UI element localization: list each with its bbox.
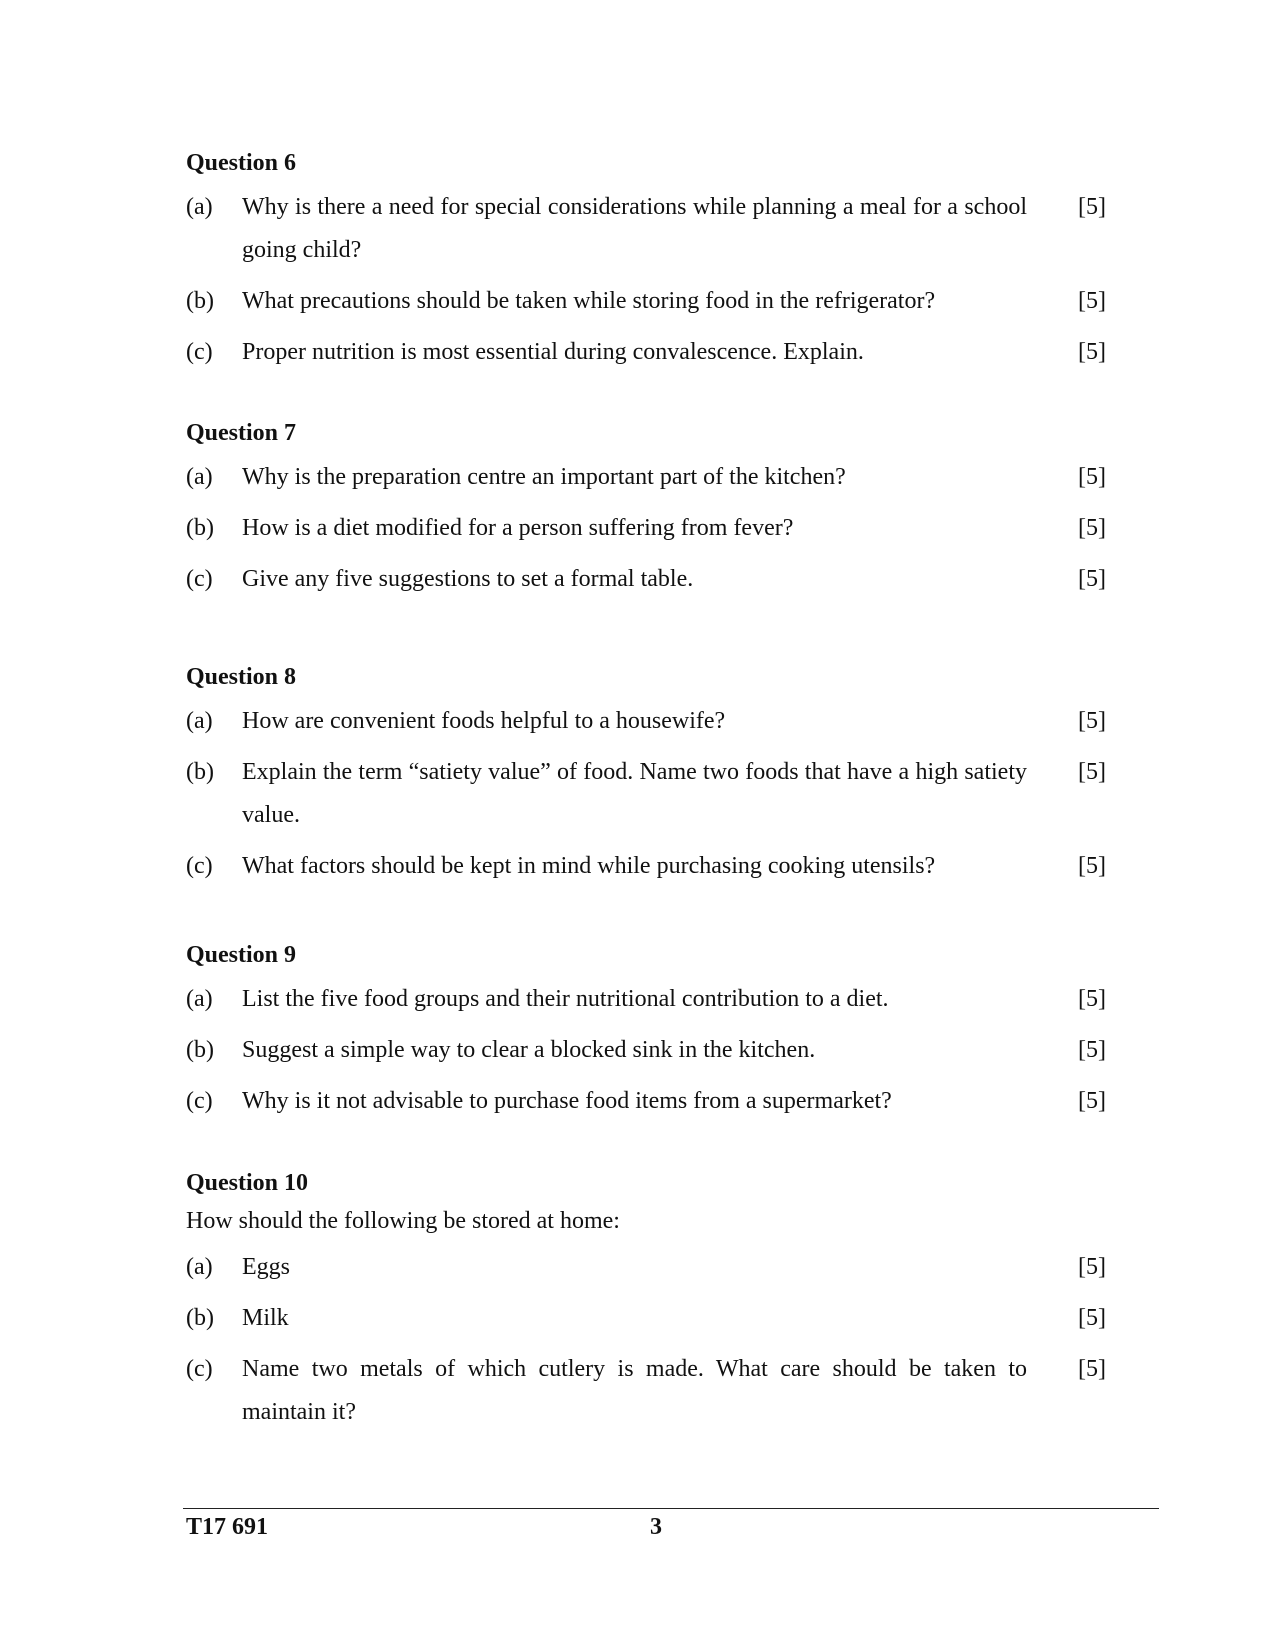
part-text: Proper nutrition is most essential during convalescence. Explain.	[242, 339, 864, 365]
part-label: (a)	[186, 194, 213, 220]
question-title: Question 10	[186, 1170, 309, 1196]
question-part	[186, 978, 1106, 1021]
question-title: Question 6	[186, 150, 297, 176]
question-part	[186, 1246, 1106, 1289]
part-text: Why is it not advisable to purchase food items from a supermarket?	[242, 1088, 892, 1114]
part-label: (a)	[186, 986, 213, 1012]
question-part	[186, 507, 1106, 550]
part-label: (c)	[186, 339, 213, 365]
part-label: (c)	[186, 566, 213, 592]
question-intro: How should the following be stored at home:	[186, 1208, 620, 1234]
part-text: List the five food groups and their nutritional contribution to a diet.	[242, 986, 889, 1012]
question-6	[186, 148, 1106, 382]
part-marks: [5]	[1078, 464, 1106, 490]
question-part	[186, 456, 1106, 499]
part-text: Why is the preparation centre an important part of the kitchen?	[242, 464, 846, 490]
part-marks: [5]	[1078, 1088, 1106, 1114]
question-part	[186, 1297, 1106, 1340]
part-text: How are convenient foods helpful to a housewife?	[242, 708, 726, 734]
part-marks: [5]	[1078, 1254, 1106, 1280]
part-marks: [5]	[1078, 986, 1106, 1012]
part-label: (b)	[186, 759, 214, 785]
question-part	[186, 845, 1106, 888]
part-marks: [5]	[1078, 1305, 1106, 1331]
part-marks: [5]	[1078, 566, 1106, 592]
page-number: 3	[650, 1514, 662, 1540]
part-marks: [5]	[1078, 1356, 1106, 1382]
part-marks: [5]	[1078, 288, 1106, 314]
question-8	[186, 662, 1106, 896]
question-part	[186, 280, 1106, 323]
question-part	[186, 186, 1106, 272]
part-label: (a)	[186, 708, 213, 734]
part-label: (a)	[186, 1254, 213, 1280]
question-part	[186, 1348, 1106, 1434]
question-9	[186, 940, 1106, 1131]
part-label: (c)	[186, 1356, 213, 1382]
part-text: Eggs	[242, 1254, 290, 1280]
question-part	[186, 1029, 1106, 1072]
question-title: Question 7	[186, 420, 297, 446]
part-text: Give any five suggestions to set a formal table.	[242, 566, 694, 592]
part-label: (b)	[186, 288, 214, 314]
question-10	[186, 1168, 1106, 1442]
question-title: Question 9	[186, 942, 297, 968]
question-part	[186, 700, 1106, 743]
part-label: (b)	[186, 515, 214, 541]
part-text: Explain the term “satiety value” of food. Name two foods that have a high satiety value.	[242, 759, 1027, 828]
part-marks: [5]	[1078, 759, 1106, 785]
part-marks: [5]	[1078, 853, 1106, 879]
paper-code: T17 691	[186, 1514, 269, 1540]
part-marks: [5]	[1078, 515, 1106, 541]
part-text: Suggest a simple way to clear a blocked sink in the kitchen.	[242, 1037, 816, 1063]
part-marks: [5]	[1078, 194, 1106, 220]
question-part	[186, 331, 1106, 374]
question-7	[186, 418, 1106, 609]
part-text: Why is there a need for special considerations while planning a meal for a school going child?	[242, 194, 1027, 263]
part-label: (b)	[186, 1305, 214, 1331]
footer-divider	[183, 1508, 1159, 1509]
question-part	[186, 558, 1106, 601]
part-marks: [5]	[1078, 1037, 1106, 1063]
part-text: What precautions should be taken while storing food in the refrigerator?	[242, 288, 936, 314]
part-label: (a)	[186, 464, 213, 490]
part-text: What factors should be kept in mind while purchasing cooking utensils?	[242, 853, 936, 879]
question-part	[186, 751, 1106, 837]
part-text: Milk	[242, 1305, 289, 1331]
part-marks: [5]	[1078, 339, 1106, 365]
part-text: How is a diet modified for a person suffering from fever?	[242, 515, 794, 541]
part-marks: [5]	[1078, 708, 1106, 734]
part-label: (b)	[186, 1037, 214, 1063]
part-text: Name two metals of which cutlery is made. What care should be taken to maintain it?	[242, 1356, 1027, 1425]
question-title: Question 8	[186, 664, 297, 690]
question-part	[186, 1080, 1106, 1123]
part-label: (c)	[186, 1088, 213, 1114]
part-label: (c)	[186, 853, 213, 879]
